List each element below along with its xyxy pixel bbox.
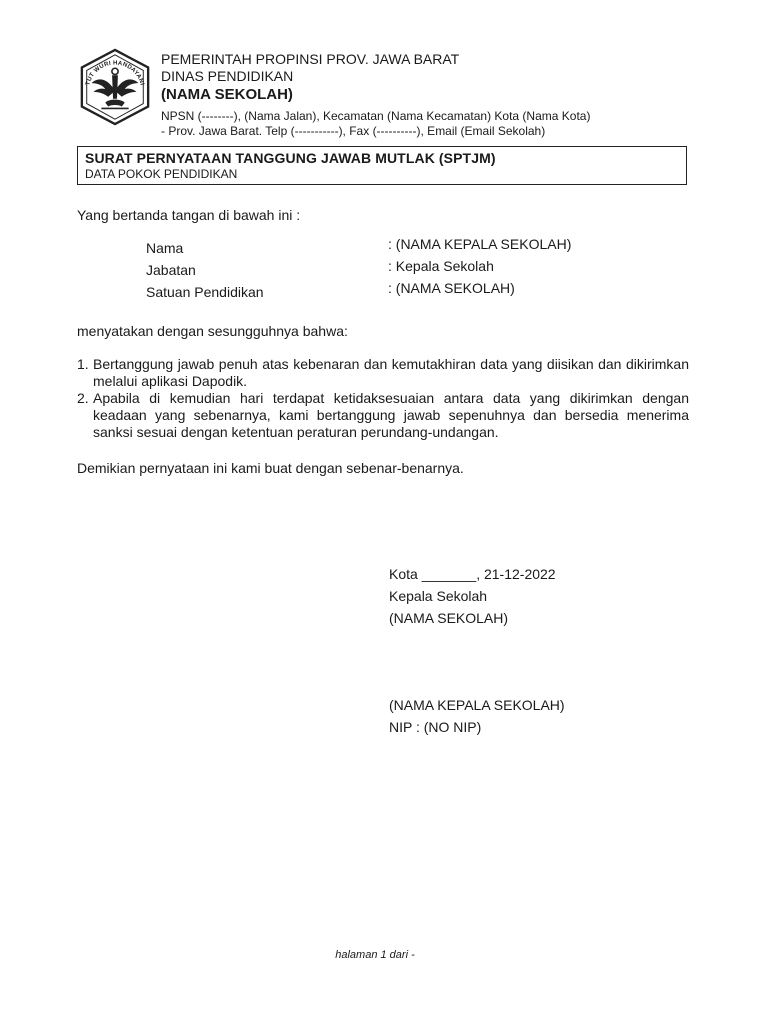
document-title: SURAT PERNYATAAN TANGGUNG JAWAB MUTLAK (SPTJM) xyxy=(85,150,496,166)
agency-name: DINAS PENDIDIKAN xyxy=(161,68,294,84)
identity-value: : Kepala Sekolah xyxy=(388,258,494,274)
signer-name: (NAMA KEPALA SEKOLAH) xyxy=(389,697,565,713)
identity-value: : (NAMA SEKOLAH) xyxy=(388,280,515,296)
school-address: NPSN (--------), (Nama Jalan), Kecamatan (Nama Kecamatan) Kota (Nama Kota) - Prov. Jawa Barat. Telp (-----------), Fax (----------), Email (Email Sekolah) xyxy=(161,109,591,138)
signer-position: Kepala Sekolah xyxy=(389,588,488,604)
school-name: (NAMA SEKOLAH) xyxy=(161,86,293,103)
tut-wuri-handayani-logo xyxy=(76,48,154,126)
signer-school: (NAMA SEKOLAH) xyxy=(389,610,509,626)
statement-text: Bertanggung jawab penuh atas kebenaran dan kemutakhiran data yang diisikan dan dikirimkan melalui aplikasi Dapodik. xyxy=(93,356,689,389)
statement-text: Apabila di kemudian hari terdapat ketidaksesuaian antara data yang dikirimkan dengan keadaan yang sebenarnya, kami bertanggung jawab sepenuhnya dan bersedia menerima sanksi sesuai dengan ketentuan peraturan perundang-undangan. xyxy=(93,390,689,440)
government-name: PEMERINTAH PROPINSI PROV. JAWA BARAT xyxy=(161,51,460,67)
identity-label: Nama xyxy=(146,240,184,256)
identity-row xyxy=(146,236,706,258)
identity-value: : (NAMA KEPALA SEKOLAH) xyxy=(388,236,572,252)
statement-item xyxy=(77,390,689,441)
statement-number: 1. xyxy=(77,356,89,372)
document-subtitle: DATA POKOK PENDIDIKAN xyxy=(85,167,238,181)
identity-label: Satuan Pendidikan xyxy=(146,284,264,300)
statement-list xyxy=(77,356,689,441)
identity-row xyxy=(146,258,706,280)
place-date: Kota _______, 21-12-2022 xyxy=(389,566,556,582)
identity-label: Jabatan xyxy=(146,262,196,278)
closing-text: Demikian pernyataan ini kami buat dengan sebenar-benarnya. xyxy=(77,460,464,476)
statement-number: 2. xyxy=(77,390,89,406)
identity-table xyxy=(146,236,706,302)
intro-text: Yang bertanda tangan di bawah ini : xyxy=(77,207,301,223)
statement-item xyxy=(77,356,689,390)
signer-nip: NIP : (NO NIP) xyxy=(389,719,482,735)
signature-header xyxy=(389,563,556,629)
page-number: halaman 1 dari - xyxy=(335,949,415,961)
signature-footer xyxy=(389,694,565,738)
letterhead xyxy=(161,51,701,139)
declaration-text: menyatakan dengan sesungguhnya bahwa: xyxy=(77,323,348,339)
document-title-box xyxy=(77,146,687,185)
identity-row xyxy=(146,280,706,302)
svg-text:TUT WURI HANDAYANI: TUT WURI HANDAYANI xyxy=(85,60,145,87)
